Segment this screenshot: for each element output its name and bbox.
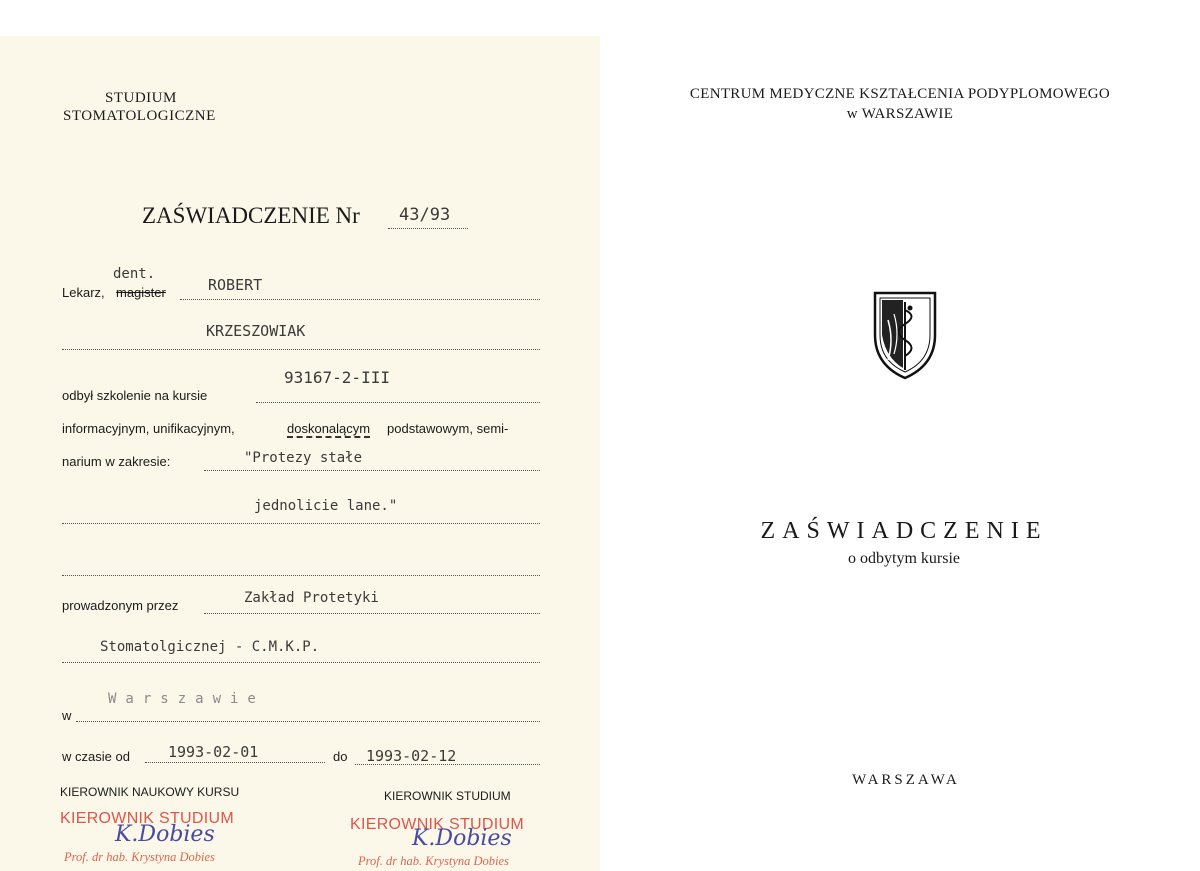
led-by-line-2: Stomatolgicznej - C.M.K.P. — [100, 639, 320, 655]
title-prefix-label: Lekarz, — [62, 285, 105, 300]
course-code-line — [256, 402, 540, 403]
sig-right-name: Prof. dr hab. Krystyna Dobies — [358, 854, 509, 868]
cover-subtitle: o odbytym kursie — [848, 550, 960, 567]
date-to-rule — [355, 764, 540, 765]
period-label: w czasie od — [62, 749, 130, 764]
cover-header-line-2: w WARSZAWIE — [846, 106, 954, 122]
caduceus-shield-icon — [872, 290, 938, 380]
first-name-line — [180, 299, 540, 300]
sig-right-stamp: KIEROWNIK STUDIUM — [350, 816, 524, 833]
scope-label: narium w zakresie: — [62, 454, 171, 469]
sig-left-name: Prof. dr hab. Krystyna Dobies — [64, 850, 215, 864]
first-name: ROBERT — [208, 276, 263, 294]
scope-line-2-rule — [62, 523, 540, 524]
last-name: KRZESZOWIAK — [206, 322, 306, 340]
certificate-number: 43/93 — [399, 205, 451, 225]
cover-header-line-1: CENTRUM MEDYCZNE KSZTAŁCENIA PODYPLOMOWEGO — [689, 86, 1111, 102]
course-types-1: informacyjnym, unifikacyjnym, — [62, 421, 235, 436]
course-types-2: podstawowym, semi- — [387, 421, 509, 436]
course-code: 93167-2-III — [284, 368, 390, 387]
sig-right-title: KIEROWNIK STUDIUM — [384, 789, 511, 803]
cover-city: WARSZAWA — [852, 772, 960, 788]
led-by-line-2-rule — [62, 662, 540, 663]
course-label: odbył szkolenie na kursie — [62, 388, 208, 403]
location-label: w — [62, 708, 72, 723]
date-to: 1993-02-12 — [366, 747, 457, 765]
scope-line-1: "Protezy stałe — [244, 450, 363, 466]
last-name-line — [62, 349, 540, 350]
cover-title: ZAŚWIADCZENIE — [760, 518, 1048, 544]
sig-left-title: KIEROWNIK NAUKOWY KURSU — [60, 785, 240, 799]
title-prefix-struck: magister — [116, 285, 166, 300]
led-by-line-1: Zakład Protetyki — [244, 590, 379, 606]
blank-rule — [62, 575, 540, 576]
date-from-rule — [145, 762, 325, 763]
certificate-number-line — [388, 228, 468, 229]
title-typed: dent. — [113, 266, 156, 282]
date-to-label: do — [333, 749, 348, 764]
institution-line-1: STUDIUM — [105, 90, 177, 106]
certificate-form-page — [0, 36, 600, 871]
date-from: 1993-02-01 — [168, 743, 259, 761]
course-type-marked: doskonalącym — [287, 421, 371, 436]
certificate-title: ZAŚWIADCZENIE Nr — [142, 203, 360, 228]
scope-line-1-rule — [204, 470, 540, 471]
led-by-label: prowadzonym przez — [62, 598, 179, 613]
certificate-cover-page — [600, 0, 1200, 871]
led-by-line-1-rule — [204, 613, 540, 614]
location: Warszawie — [108, 691, 265, 707]
scope-line-2: jednolicie lane." — [254, 498, 398, 514]
institution-line-2: STOMATOLOGICZNE — [63, 108, 216, 124]
sig-left-stamp: KIEROWNIK STUDIUM — [60, 810, 234, 827]
location-rule — [76, 721, 540, 722]
sig-right-signature: K.Dobies — [412, 826, 512, 851]
sig-left-signature: K.Dobies — [115, 822, 215, 847]
